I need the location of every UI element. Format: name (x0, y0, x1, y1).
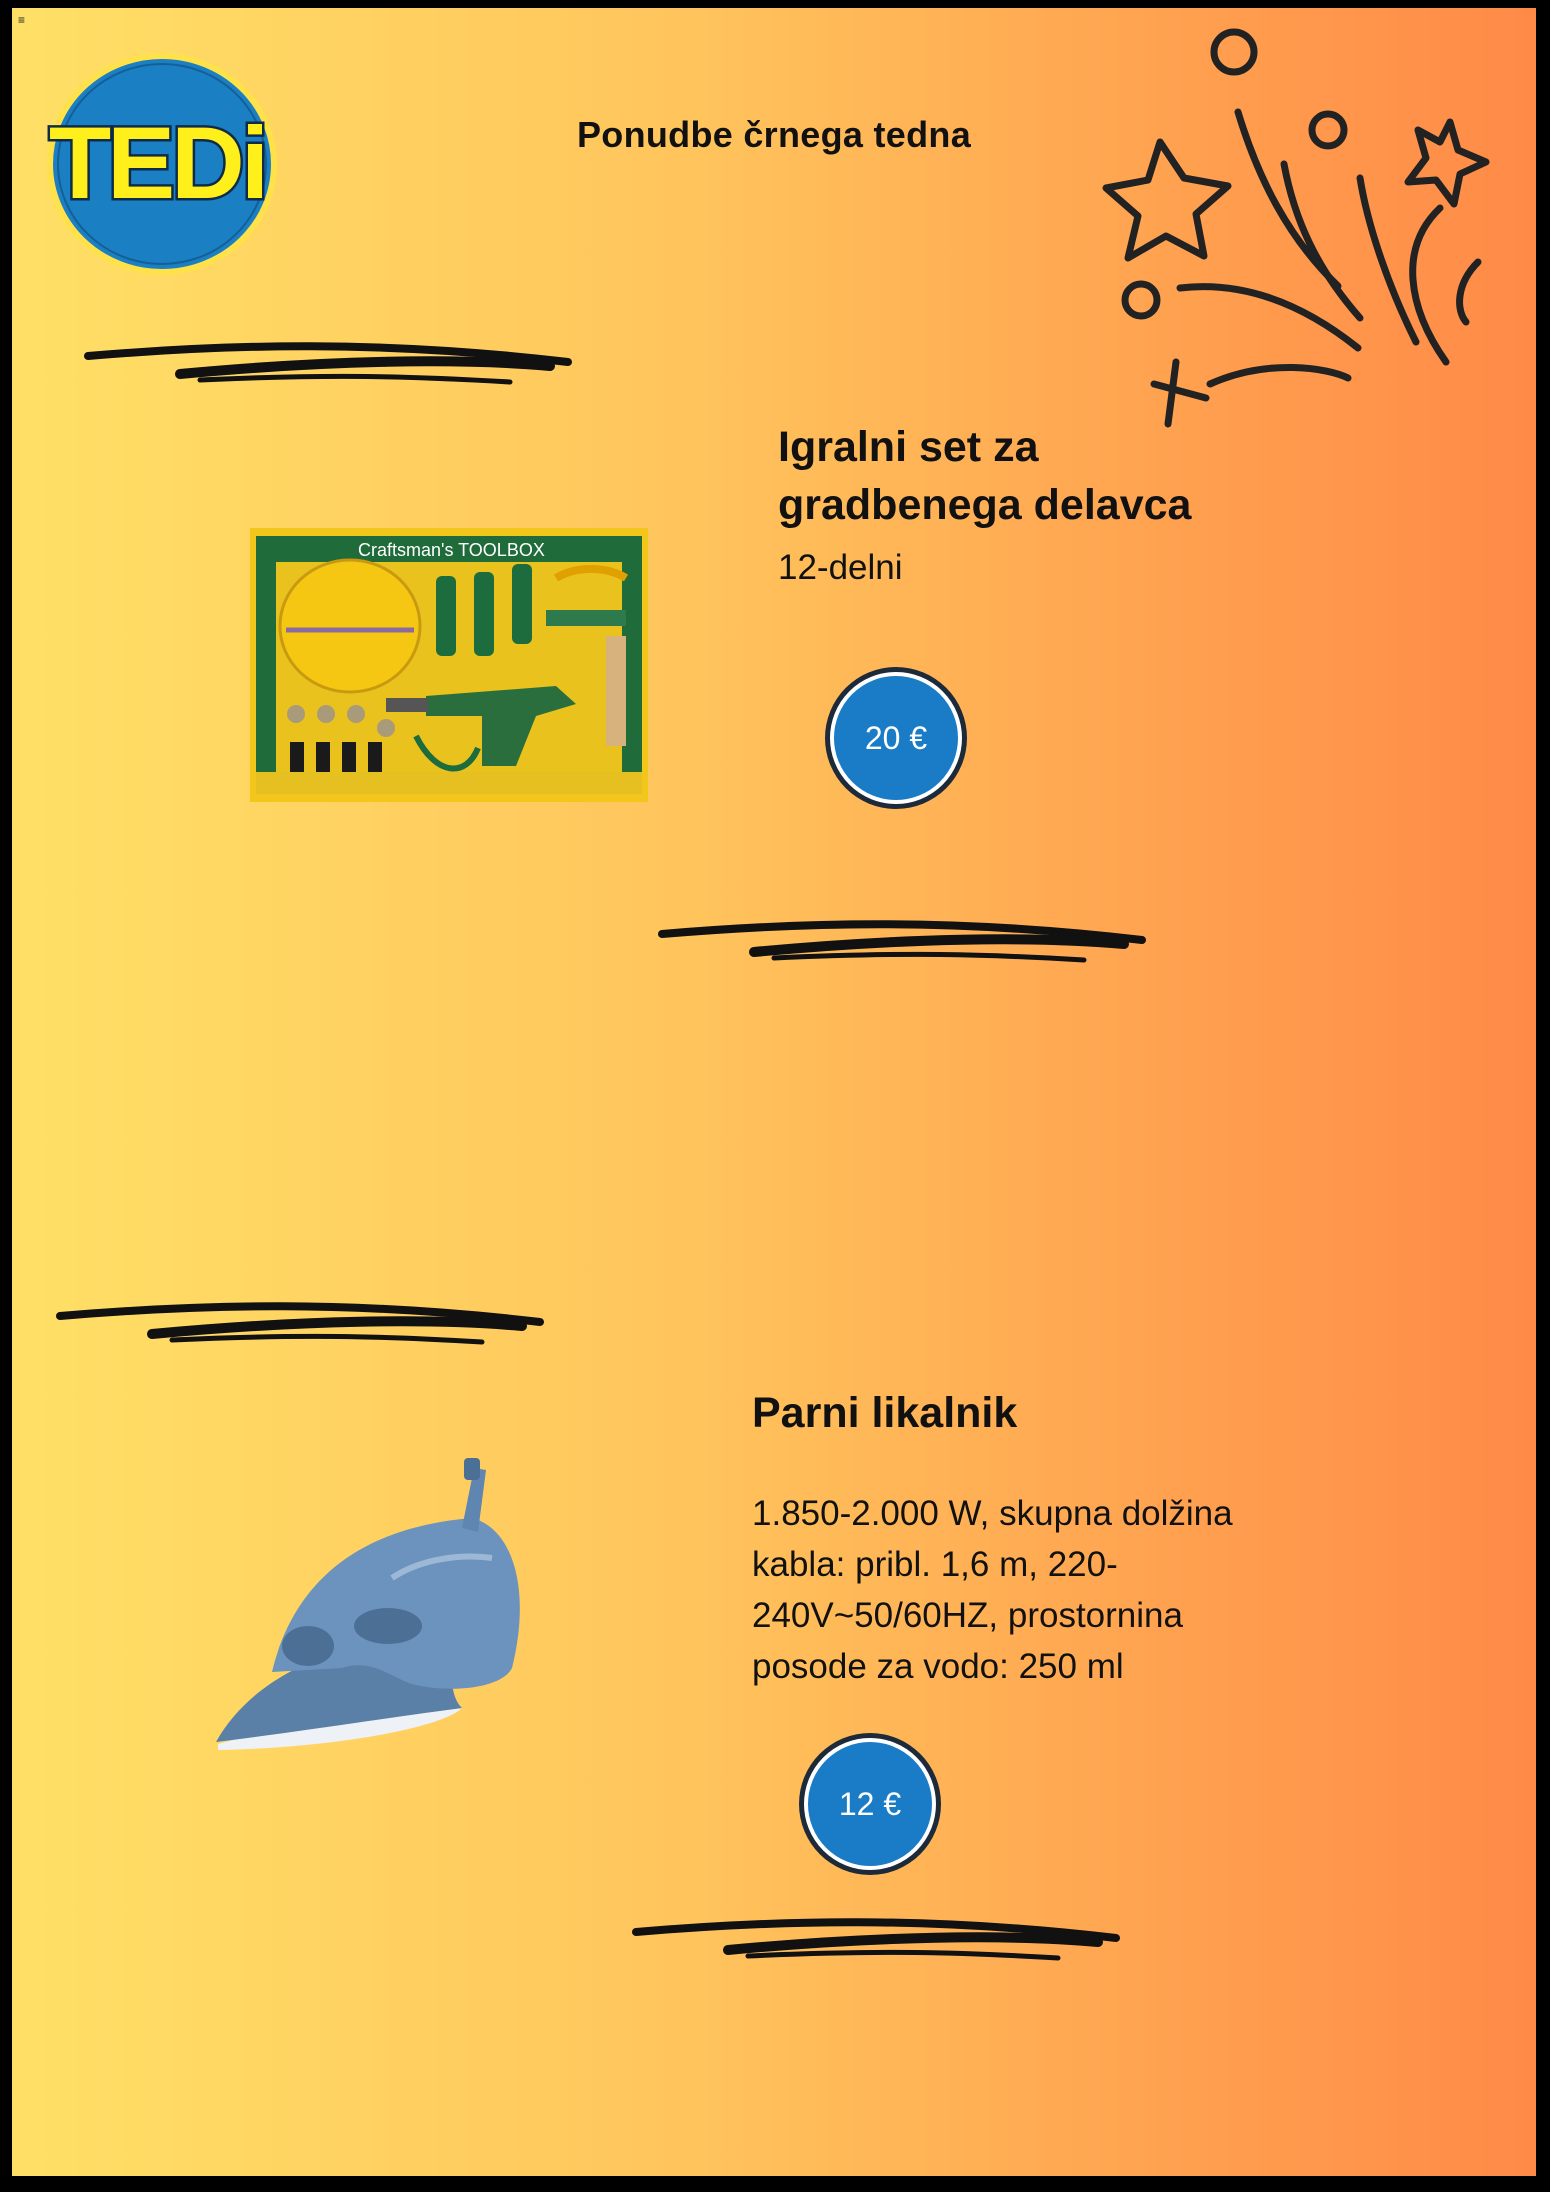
svg-text:TEDi: TEDi (48, 106, 266, 220)
tedi-logo (37, 50, 277, 276)
brush-stroke-divider (80, 330, 580, 390)
brush-stroke-divider (52, 1290, 552, 1350)
svg-text:Craftsman's TOOLBOX: Craftsman's TOOLBOX (358, 540, 545, 560)
product-title-line: Igralni set za (778, 423, 1039, 471)
product-title-line: gradbenega delavca (778, 481, 1192, 529)
steam-iron-photo-icon (212, 1458, 552, 1758)
price-badge (804, 1738, 936, 1870)
flyer-page (12, 8, 1536, 2176)
price-text: 12 € (838, 1785, 902, 1822)
product-description (752, 1488, 1233, 1692)
brush-stroke-divider (628, 1906, 1128, 1966)
page-title: Ponudbe črnega tedna (576, 114, 972, 155)
description-line: posode za vodo: 250 ml (752, 1647, 1124, 1686)
fireworks-doodle-icon (1098, 18, 1518, 438)
price-text: 20 € (864, 719, 928, 756)
price-badge (830, 672, 962, 804)
toy-toolbox-photo-icon (246, 516, 656, 806)
description-line: kabla: pribl. 1,6 m, 220- (752, 1545, 1118, 1584)
brush-stroke-divider (654, 908, 1154, 968)
menu-icon[interactable]: ≡ (18, 13, 26, 27)
description-line: 1.850-2.000 W, skupna dolžina (752, 1494, 1233, 1533)
product-title (778, 418, 1191, 534)
description-line: 240V~50/60HZ, prostornina (752, 1596, 1183, 1635)
product-title: Parni likalnik (752, 1389, 1018, 1437)
product-subtitle: 12-delni (778, 548, 903, 587)
